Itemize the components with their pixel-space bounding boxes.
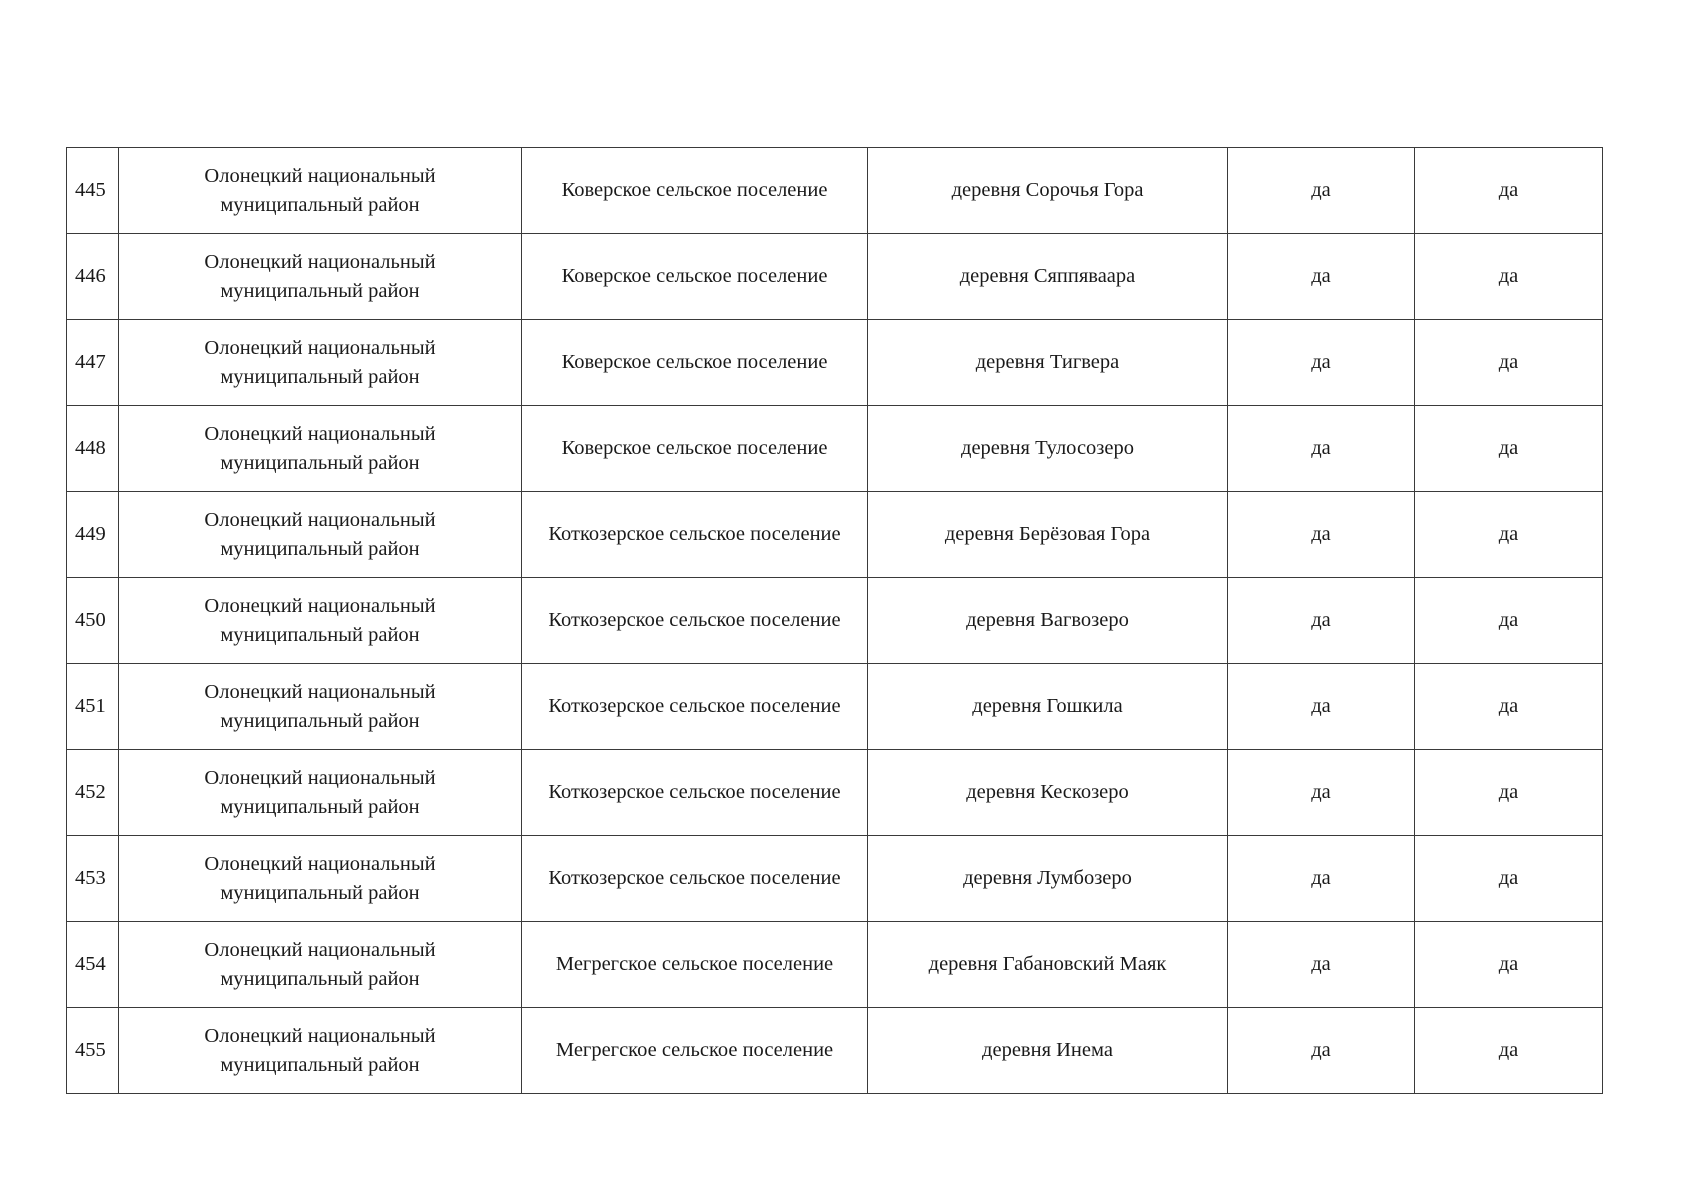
district-line-2: муниципальный район — [220, 967, 420, 990]
settlement-cell: Коверское сельское поселение — [522, 320, 868, 406]
table-row — [67, 664, 1603, 750]
yes-cell-2: да — [1415, 578, 1603, 664]
row-number: 449 — [67, 492, 119, 578]
table-row — [67, 234, 1603, 320]
yes-cell-2: да — [1415, 320, 1603, 406]
row-number: 447 — [67, 320, 119, 406]
district-line-2: муниципальный район — [220, 193, 420, 216]
yes-cell-1: да — [1228, 664, 1415, 750]
settlements-table — [66, 147, 1603, 1094]
row-number: 446 — [67, 234, 119, 320]
yes-cell-1: да — [1228, 750, 1415, 836]
district-cell — [119, 492, 522, 578]
district-line-1: Олонецкий национальный — [204, 422, 436, 445]
yes-cell-2: да — [1415, 148, 1603, 234]
locality-cell: деревня Сяппяваара — [868, 234, 1228, 320]
locality-cell: деревня Сорочья Гора — [868, 148, 1228, 234]
table-row — [67, 750, 1603, 836]
district-line-2: муниципальный район — [220, 881, 420, 904]
district-line-1: Олонецкий национальный — [204, 250, 436, 273]
table-row — [67, 320, 1603, 406]
settlement-cell: Коверское сельское поселение — [522, 406, 868, 492]
settlement-cell: Коткозерское сельское поселение — [522, 578, 868, 664]
row-number: 451 — [67, 664, 119, 750]
district-line-2: муниципальный район — [220, 709, 420, 732]
district-line-1: Олонецкий национальный — [204, 1024, 436, 1047]
district-line-2: муниципальный район — [220, 537, 420, 560]
district-line-1: Олонецкий национальный — [204, 594, 436, 617]
row-number: 452 — [67, 750, 119, 836]
yes-cell-2: да — [1415, 922, 1603, 1008]
yes-cell-2: да — [1415, 750, 1603, 836]
yes-cell-1: да — [1228, 836, 1415, 922]
district-cell — [119, 1008, 522, 1094]
locality-cell: деревня Гошкила — [868, 664, 1228, 750]
yes-cell-2: да — [1415, 836, 1603, 922]
table-row — [67, 492, 1603, 578]
district-cell — [119, 320, 522, 406]
yes-cell-2: да — [1415, 492, 1603, 578]
row-number: 448 — [67, 406, 119, 492]
yes-cell-2: да — [1415, 406, 1603, 492]
settlement-cell: Мегрегское сельское поселение — [522, 1008, 868, 1094]
table-row — [67, 148, 1603, 234]
locality-cell: деревня Тулосозеро — [868, 406, 1228, 492]
row-number: 450 — [67, 578, 119, 664]
settlement-cell: Коверское сельское поселение — [522, 234, 868, 320]
yes-cell-2: да — [1415, 1008, 1603, 1094]
yes-cell-1: да — [1228, 492, 1415, 578]
table-row — [67, 1008, 1603, 1094]
yes-cell-1: да — [1228, 1008, 1415, 1094]
yes-cell-1: да — [1228, 320, 1415, 406]
row-number: 455 — [67, 1008, 119, 1094]
table-row — [67, 836, 1603, 922]
locality-cell: деревня Вагвозеро — [868, 578, 1228, 664]
district-cell — [119, 148, 522, 234]
district-cell — [119, 750, 522, 836]
district-line-1: Олонецкий национальный — [204, 852, 436, 875]
district-line-2: муниципальный район — [220, 623, 420, 646]
district-line-2: муниципальный район — [220, 365, 420, 388]
district-line-2: муниципальный район — [220, 795, 420, 818]
settlement-cell: Коткозерское сельское поселение — [522, 836, 868, 922]
district-line-1: Олонецкий национальный — [204, 164, 436, 187]
district-line-1: Олонецкий национальный — [204, 938, 436, 961]
settlement-cell: Коткозерское сельское поселение — [522, 492, 868, 578]
settlement-cell: Коверское сельское поселение — [522, 148, 868, 234]
yes-cell-1: да — [1228, 148, 1415, 234]
district-line-1: Олонецкий национальный — [204, 766, 436, 789]
row-number: 445 — [67, 148, 119, 234]
yes-cell-1: да — [1228, 234, 1415, 320]
district-line-2: муниципальный район — [220, 1053, 420, 1076]
row-number: 454 — [67, 922, 119, 1008]
district-line-1: Олонецкий национальный — [204, 680, 436, 703]
locality-cell: деревня Берёзовая Гора — [868, 492, 1228, 578]
locality-cell: деревня Кескозеро — [868, 750, 1228, 836]
locality-cell: деревня Габановский Маяк — [868, 922, 1228, 1008]
yes-cell-1: да — [1228, 578, 1415, 664]
yes-cell-2: да — [1415, 664, 1603, 750]
district-cell — [119, 836, 522, 922]
district-cell — [119, 922, 522, 1008]
district-cell — [119, 234, 522, 320]
yes-cell-1: да — [1228, 922, 1415, 1008]
locality-cell: деревня Лумбозеро — [868, 836, 1228, 922]
table-row — [67, 922, 1603, 1008]
district-line-1: Олонецкий национальный — [204, 508, 436, 531]
locality-cell: деревня Инема — [868, 1008, 1228, 1094]
district-line-2: муниципальный район — [220, 451, 420, 474]
row-number: 453 — [67, 836, 119, 922]
locality-cell: деревня Тигвера — [868, 320, 1228, 406]
settlement-cell: Коткозерское сельское поселение — [522, 664, 868, 750]
table-row — [67, 406, 1603, 492]
district-cell — [119, 664, 522, 750]
district-line-2: муниципальный район — [220, 279, 420, 302]
table-body — [67, 148, 1603, 1094]
table-row — [67, 578, 1603, 664]
district-line-1: Олонецкий национальный — [204, 336, 436, 359]
district-cell — [119, 578, 522, 664]
yes-cell-2: да — [1415, 234, 1603, 320]
yes-cell-1: да — [1228, 406, 1415, 492]
settlement-cell: Мегрегское сельское поселение — [522, 922, 868, 1008]
district-cell — [119, 406, 522, 492]
settlement-cell: Коткозерское сельское поселение — [522, 750, 868, 836]
